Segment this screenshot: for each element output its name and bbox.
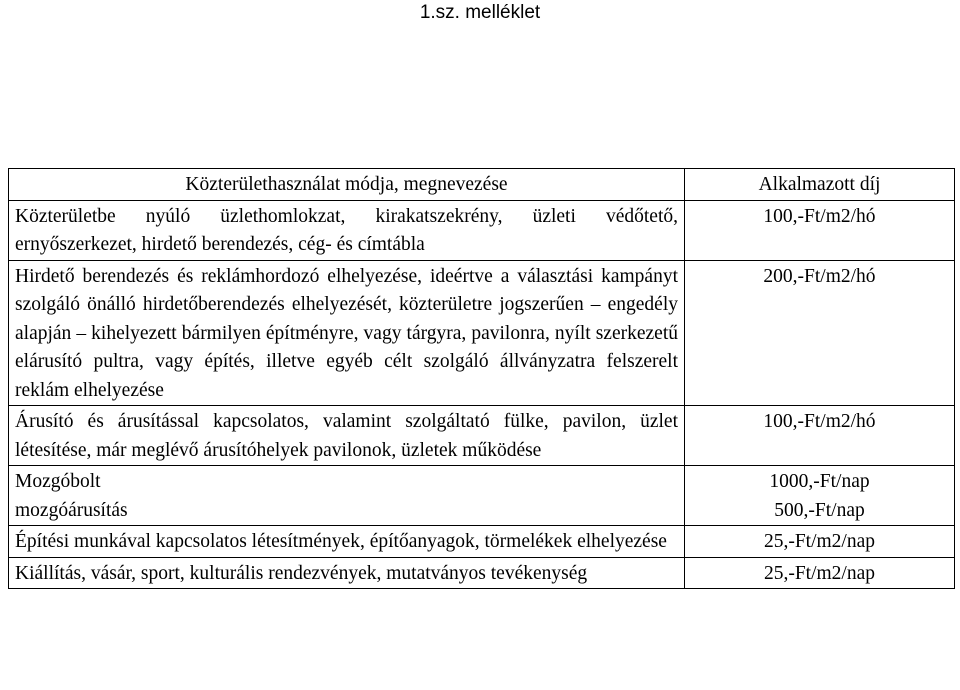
fee-value: 200,-Ft/m2/hó <box>763 265 876 287</box>
usage-description <box>9 466 685 526</box>
fee-value: 500,-Ft/nap <box>774 499 865 521</box>
usage-description: Építési munkával kapcsolatos létesítmények, építőanyagok, törmelékek elhelyezése <box>9 526 685 558</box>
usage-description: Közterületbe nyúló üzlethomlokzat, kirakatszekrény, üzleti védőtető, ernyőszerkezet, hirdető berendezés, cég- és címtábla <box>9 200 685 260</box>
fee-value: 1000,-Ft/nap <box>769 471 870 492</box>
table-row <box>9 466 955 526</box>
usage-line: mozgóárusítás <box>15 499 128 521</box>
fee-cell <box>685 466 955 526</box>
fee-value: 100,-Ft/m2/hó <box>763 411 876 432</box>
usage-description: Kiállítás, vásár, sport, kulturális rendezvények, mutatványos tevékenység <box>9 557 685 589</box>
column-header-usage: Közterülethasználat módja, megnevezése <box>9 169 685 201</box>
fee-cell <box>685 526 955 558</box>
usage-line: Mozgóbolt <box>15 471 101 492</box>
page-title: 1.sz. melléklet <box>419 2 541 23</box>
fee-cell <box>685 200 955 260</box>
column-header-fee: Alkalmazott díj <box>685 169 955 201</box>
table-row <box>9 260 955 406</box>
usage-description: Hirdető berendezés és reklámhordozó elhelyezése, ideértve a választási kampányt szolgáló önálló hirdetőberendezés elhelyezését, közterületre jogszerűen – engedély alapján – kihelyezett bármilyen építményre, vagy tárgyra, pavilonra, nyílt szerkezetű elárusító pultra, vagy építés, illetve egyéb célt szolgáló állványzatra felszerelt reklám elhelyezése <box>9 260 685 406</box>
fee-value: 25,-Ft/m2/nap <box>763 562 876 584</box>
fee-value: 25,-Ft/m2/nap <box>763 531 876 552</box>
fee-cell <box>685 557 955 589</box>
table-row <box>9 200 955 260</box>
fee-table <box>8 168 955 589</box>
fee-cell <box>685 260 955 406</box>
table-row <box>9 557 955 589</box>
table-header-row <box>9 169 955 201</box>
table-row <box>9 406 955 466</box>
usage-description: Árusító és árusítással kapcsolatos, valamint szolgáltató fülke, pavilon, üzlet létesítése, már meglévő árusítóhelyek pavilonok, üzletek működése <box>9 406 685 466</box>
table-row <box>9 526 955 558</box>
fee-value: 100,-Ft/m2/hó <box>763 205 876 227</box>
fee-cell <box>685 406 955 466</box>
